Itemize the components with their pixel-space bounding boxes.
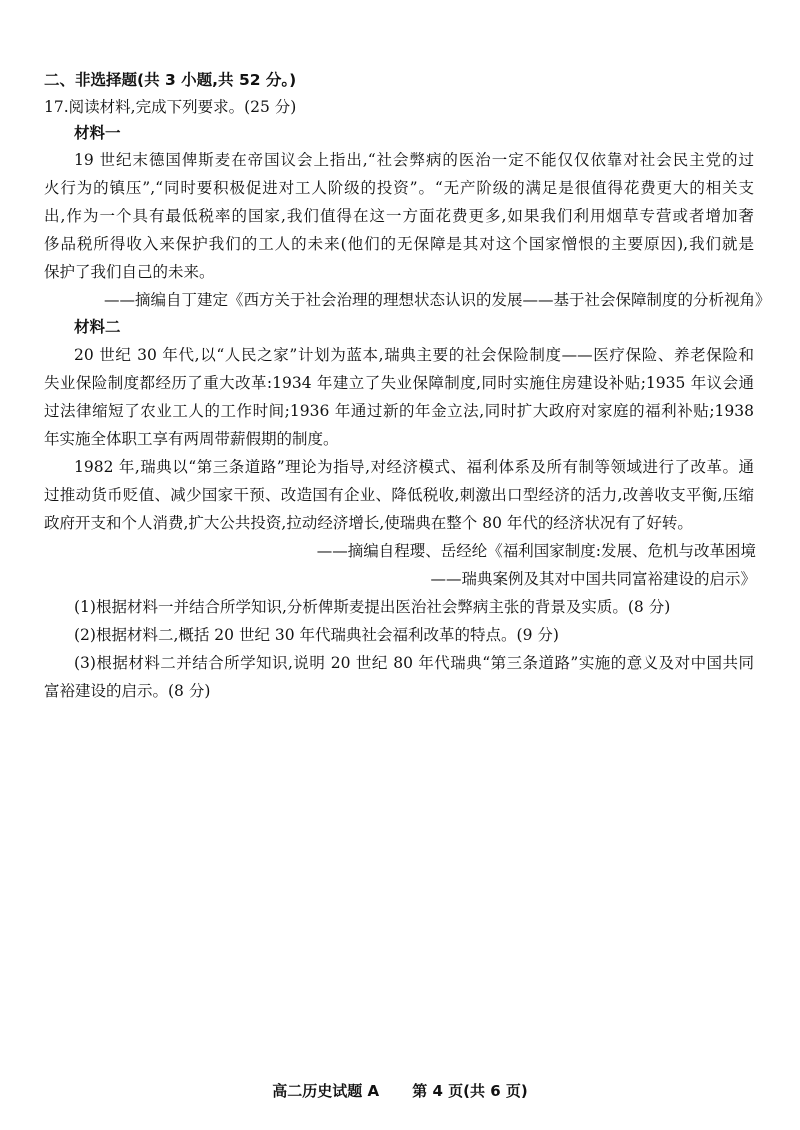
section-heading: 二、非选择题(共 3 小题,共 52 分。) [44,71,297,89]
material2-title: 材料二 [74,318,121,336]
subquestion-3-line-2: 富裕建设的启示。(8 分) [44,682,211,700]
subquestion-1: (1)根据材料一并结合所学知识,分析俾斯麦提出医治社会弊病主张的背景及实质。(8 分) [74,598,671,616]
material2-para1-line-2: 失业保险制度都经历了重大改革:1934 年建立了失业保障制度,同时实施住房建设补贴;1935 年议会通 [44,374,754,392]
page-footer [0,1080,800,1101]
material1-title: 材料一 [74,124,121,142]
subquestion-3-line-1: (3)根据材料二并结合所学知识,说明 20 世纪 80 年代瑞典“第三条道路”实施的意义及对中国共同 [74,654,754,672]
subquestion-2: (2)根据材料二,概括 20 世纪 30 年代瑞典社会福利改革的特点。(9 分) [74,626,559,644]
footer-page-number: 第 4 页(共 6 页) [412,1082,528,1100]
material1-source: ——摘编自丁建定《西方关于社会治理的理想状态认识的发展——基于社会保障制度的分析视角》 [104,291,771,309]
material2-para1-line-4: 年实施全体职工享有两周带薪假期的制度。 [44,430,339,448]
material2-source-line-2: ——瑞典案例及其对中国共同富裕建设的启示》 [430,570,756,588]
material1-line-4: 侈品税所得收入来保护我们的工人的未来(他们的无保障是其对这个国家憎恨的主要原因),我们就是 [44,235,754,253]
material2-source-line-1: ——摘编自程璎、岳经纶《福利国家制度:发展、危机与改革困境 [316,542,756,560]
material2-para2-line-2: 过推动货币贬值、减少国家干预、改造国有企业、降低税收,刺激出口型经济的活力,改善收支平衡,压缩 [44,486,754,504]
material2-para2-line-1: 1982 年,瑞典以“第三条道路”理论为指导,对经济模式、福利体系及所有制等领域进行了改革。通 [74,458,754,476]
material1-line-1: 19 世纪末德国俾斯麦在帝国议会上指出,“社会弊病的医治一定不能仅仅依靠对社会民主党的过 [74,151,754,169]
material1-line-2: 火行为的镇压”,“同时要积极促进对工人阶级的投资”。“无产阶级的满足是很值得花费更大的相关支 [44,179,754,197]
material2-para1-line-3: 过法律缩短了农业工人的工作时间;1936 年通过新的年金立法,同时扩大政府对家庭的福利补贴;1938 [44,402,754,420]
question-heading: 17.阅读材料,完成下列要求。(25 分) [44,98,297,116]
material1-line-5: 保护了我们自己的未来。 [44,263,215,281]
material2-para2-line-3: 政府开支和个人消费,扩大公共投资,拉动经济增长,使瑞典在整个 80 年代的经济状况有了好转。 [44,514,693,532]
footer-title: 高二历史试题 A [272,1082,380,1100]
material2-para1-line-1: 20 世纪 30 年代,以“人民之家”计划为蓝本,瑞典主要的社会保险制度——医疗保险、养老保险和 [74,346,754,364]
material1-line-3: 出,作为一个具有最低税率的国家,我们值得在这一方面花费更多,如果我们利用烟草专营或者增加奢 [44,207,754,225]
